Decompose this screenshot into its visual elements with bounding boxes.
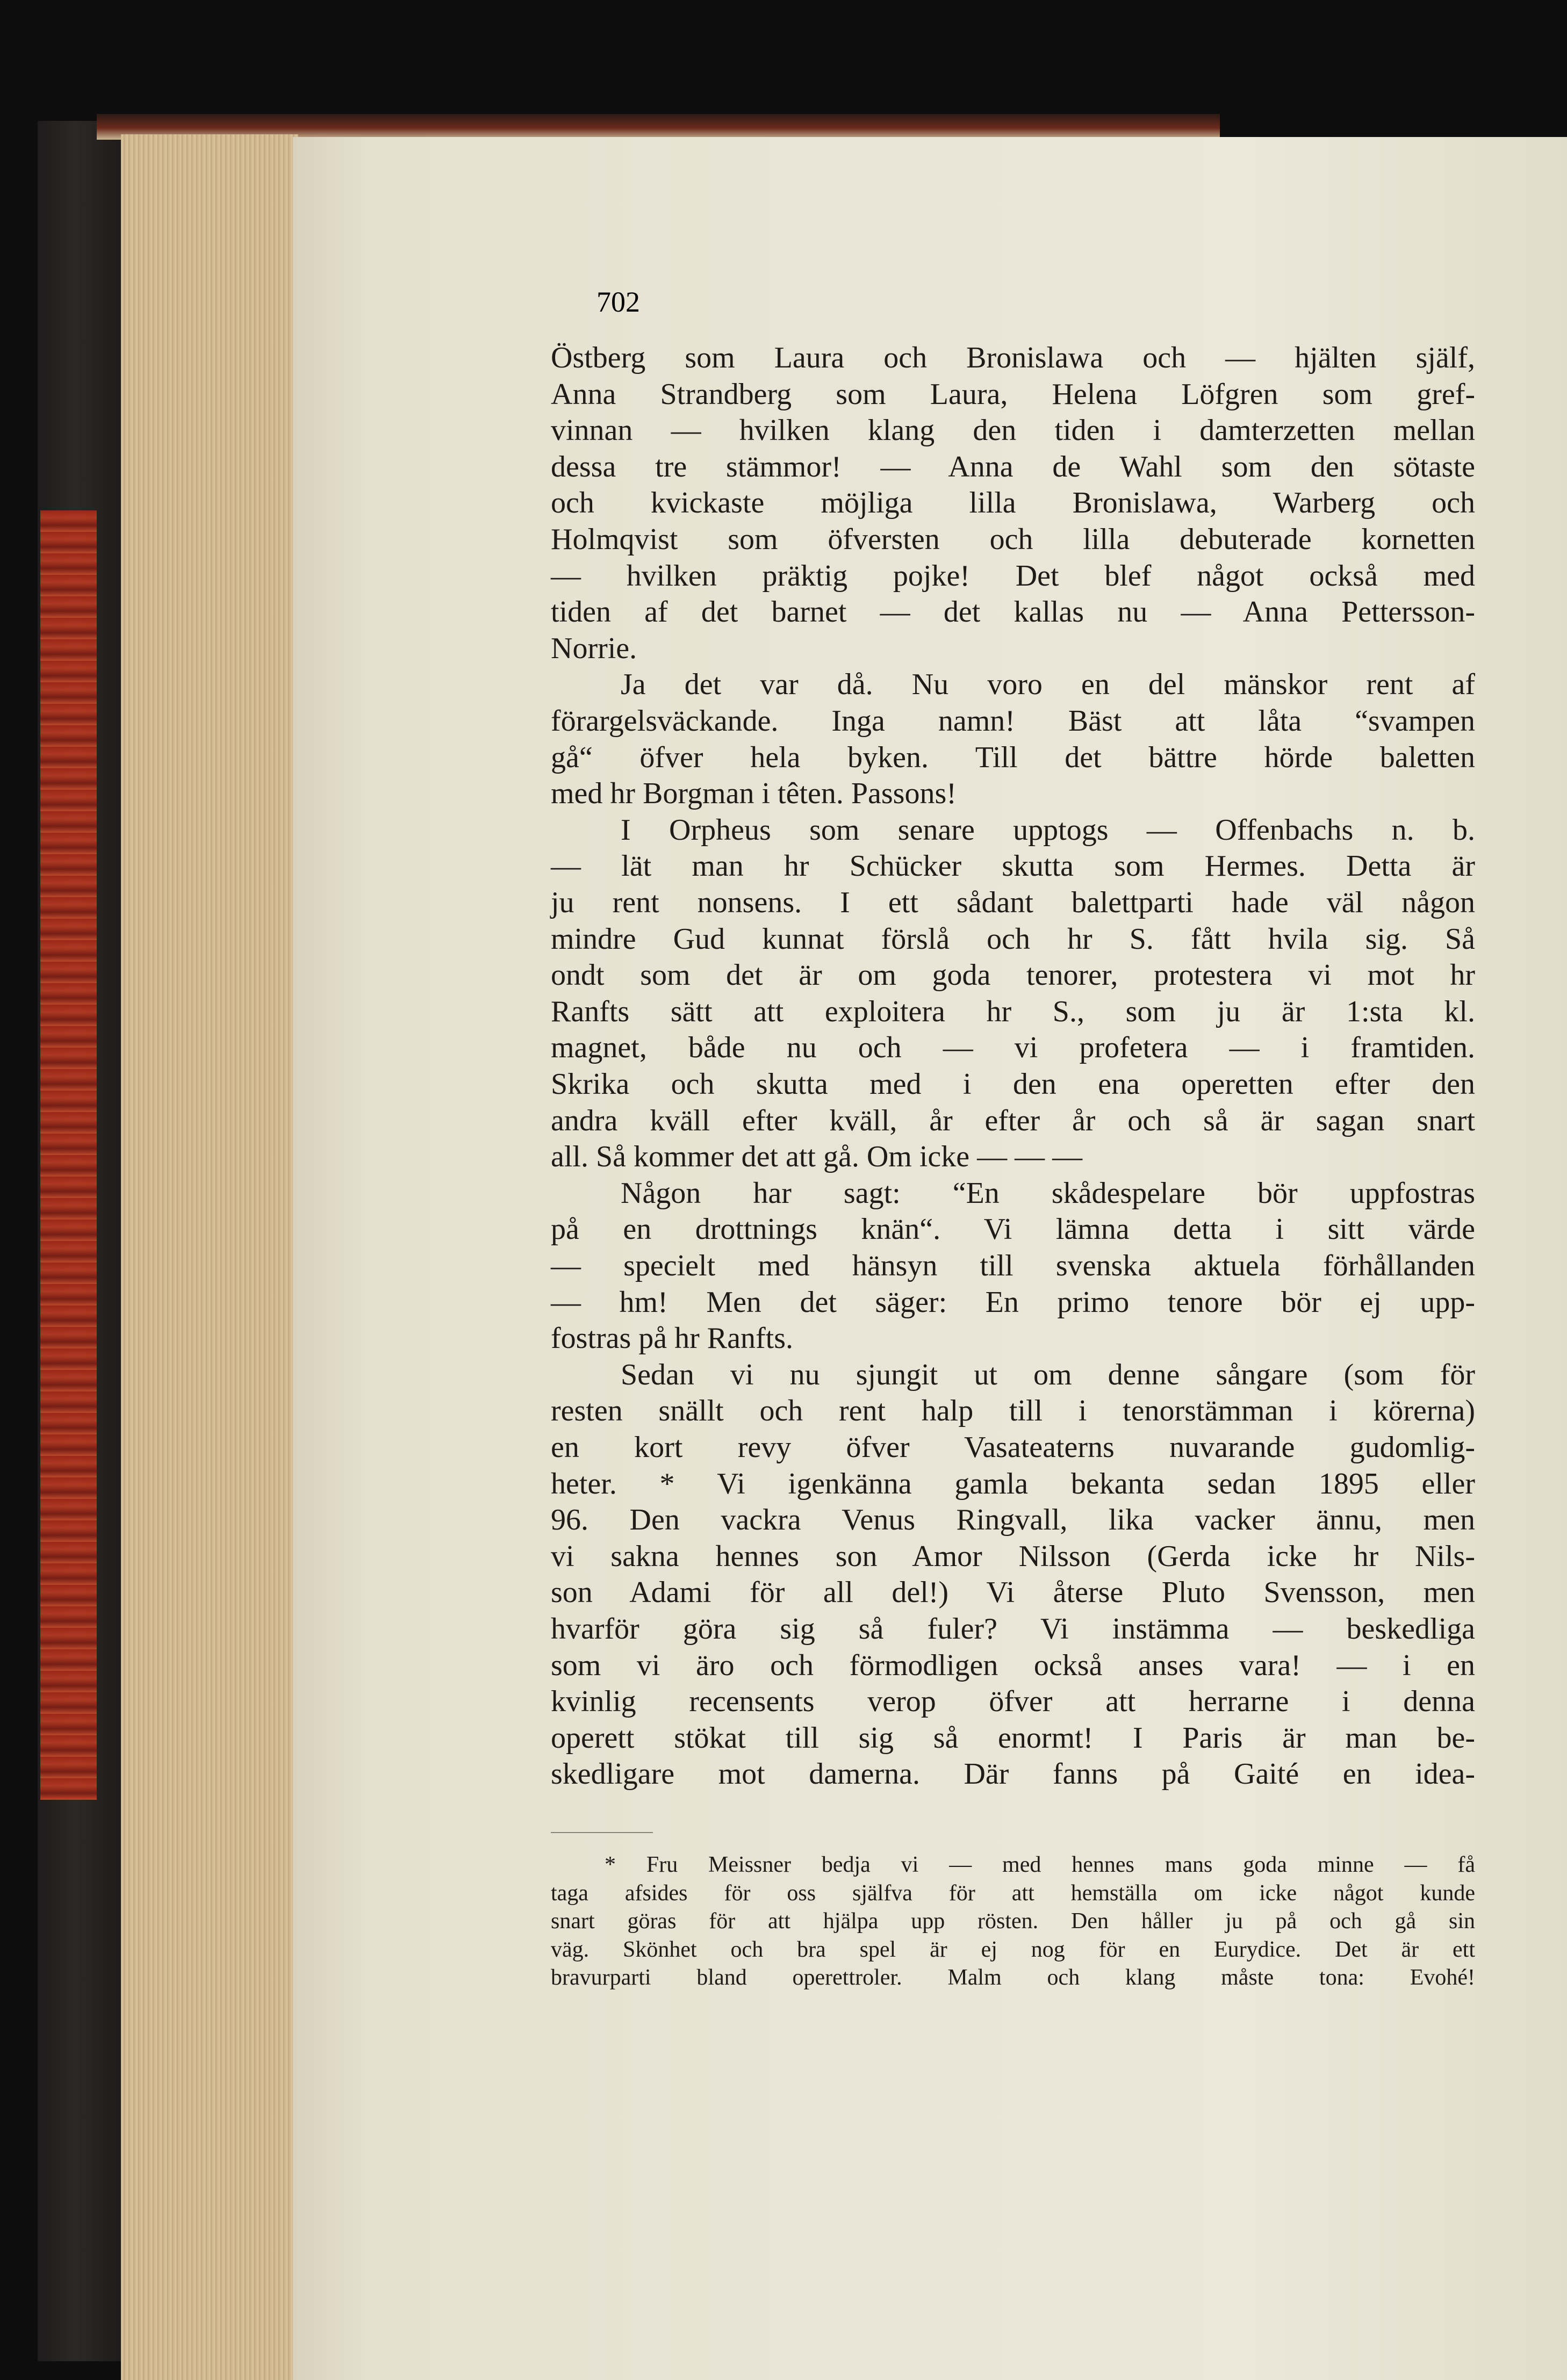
text-line: skedligare mot damerna. Där fanns på Gaité en idea- — [551, 1757, 1475, 1791]
footnote-line: taga afsides för oss själfva för att hemställa om icke något kunde — [551, 1880, 1475, 1906]
text-line: tiden af det barnet — det kallas nu — Anna Pettersson- — [551, 595, 1475, 629]
text-line: 96. Den vackra Venus Ringvall, lika vacker ännu, men — [551, 1503, 1475, 1537]
text-line: och kvickaste möjliga lilla Bronislawa, Warberg och — [551, 486, 1475, 520]
text-line: Någon har sagt: “En skådespelare bör uppfostras — [621, 1176, 1475, 1210]
text-line: ondt som det är om goda tenorer, protestera vi mot hr — [551, 958, 1475, 992]
text-line: fostras på hr Ranfts. — [551, 1322, 794, 1355]
text-line: andra kväll efter kväll, år efter år och så är sagan snart — [551, 1104, 1475, 1137]
text-line: en kort revy öfver Vasateaterns nuvarande gudomlig- — [551, 1431, 1475, 1464]
text-line: Anna Strandberg som Laura, Helena Löfgren som gref- — [551, 377, 1475, 411]
text-line: resten snällt och rent halp till i tenorstämman i körerna) — [551, 1394, 1475, 1428]
text-line: som vi äro och förmodligen också anses vara! — i en — [551, 1648, 1475, 1682]
footnote — [551, 0, 1475, 2380]
text-line: Holmqvist som öfversten och lilla debuterade kornetten — [551, 523, 1475, 556]
text-line: Skrika och skutta med i den ena operetten efter den — [551, 1068, 1475, 1101]
text-line: dessa tre stämmor! — Anna de Wahl som den sötaste — [551, 450, 1475, 484]
text-line: Sedan vi nu sjungit ut om denne sångare (som för — [621, 1358, 1475, 1391]
text-line: ju rent nonsens. I ett sådant balettparti hade väl någon — [551, 886, 1475, 919]
text-line: magnet, både nu och — vi profetera — i framtiden. — [551, 1031, 1475, 1065]
page-number: 702 — [596, 286, 640, 318]
footnote-line: bravurparti bland operettroler. Malm och klang måste tona: Evohé! — [551, 1965, 1475, 1990]
text-line: son Adami för all del!) Vi återse Pluto Svensson, men — [551, 1576, 1475, 1610]
footnote-line: snart göras för att hjälpa upp rösten. Den håller ju på och gå sin — [551, 1909, 1475, 1934]
text-line: operett stökat till sig så enormt! I Paris är man be- — [551, 1721, 1475, 1755]
footnote-line: väg. Skönhet och bra spel är ej nog för en Eurydice. Det är ett — [551, 1937, 1475, 1962]
marbled-cover-strip — [40, 510, 97, 1800]
text-line: vi sakna hennes son Amor Nilsson (Gerda icke hr Nils- — [551, 1539, 1475, 1573]
text-line: kvinlig recensents verop öfver att herrarne i denna — [551, 1685, 1475, 1719]
text-line: på en drottnings knän“. Vi lämna detta i sitt värde — [551, 1213, 1475, 1246]
text-line: Östberg som Laura och Bronislawa och — hjälten själf, — [551, 341, 1475, 374]
text-line: — hm! Men det säger: En primo tenore bör ej upp- — [551, 1285, 1475, 1319]
text-line: all. Så kommer det att gå. Om icke — — — — [551, 1140, 1083, 1174]
footnote-line: * Fru Meissner bedja vi — med hennes mans goda minne — få — [605, 1852, 1475, 1877]
text-line: hvarför göra sig så fuler? Vi instämma — beskedliga — [551, 1612, 1475, 1646]
text-line: Ja det var då. Nu voro en del mänskor rent af — [621, 668, 1475, 702]
page-block-edge — [121, 134, 298, 2380]
text-line: Ranfts sätt att exploitera hr S., som ju är 1:sta kl. — [551, 994, 1475, 1028]
text-line: Norrie. — [551, 631, 637, 665]
text-line: — specielt med hänsyn till svenska aktuela förhållanden — [551, 1249, 1475, 1282]
text-line: heter. * Vi igenkänna gamla bekanta sedan 1895 eller — [551, 1467, 1475, 1501]
text-line: förargelsväckande. Inga namn! Bäst att låta “svampen — [551, 704, 1475, 738]
text-line: mindre Gud kunnat förslå och hr S. fått hvila sig. Så — [551, 922, 1475, 956]
text-line: gå“ öfver hela byken. Till det bättre hörde baletten — [551, 740, 1475, 774]
text-line: — hvilken präktig pojke! Det blef något också med — [551, 559, 1475, 593]
text-line: vinnan — hvilken klang den tiden i damterzetten mellan — [551, 414, 1475, 448]
text-line: I Orpheus som senare upptogs — Offenbachs n. b. — [621, 813, 1475, 847]
text-line: — lät man hr Schücker skutta som Hermes. Detta är — [551, 849, 1475, 883]
text-line: med hr Borgman i têten. Passons! — [551, 777, 957, 811]
